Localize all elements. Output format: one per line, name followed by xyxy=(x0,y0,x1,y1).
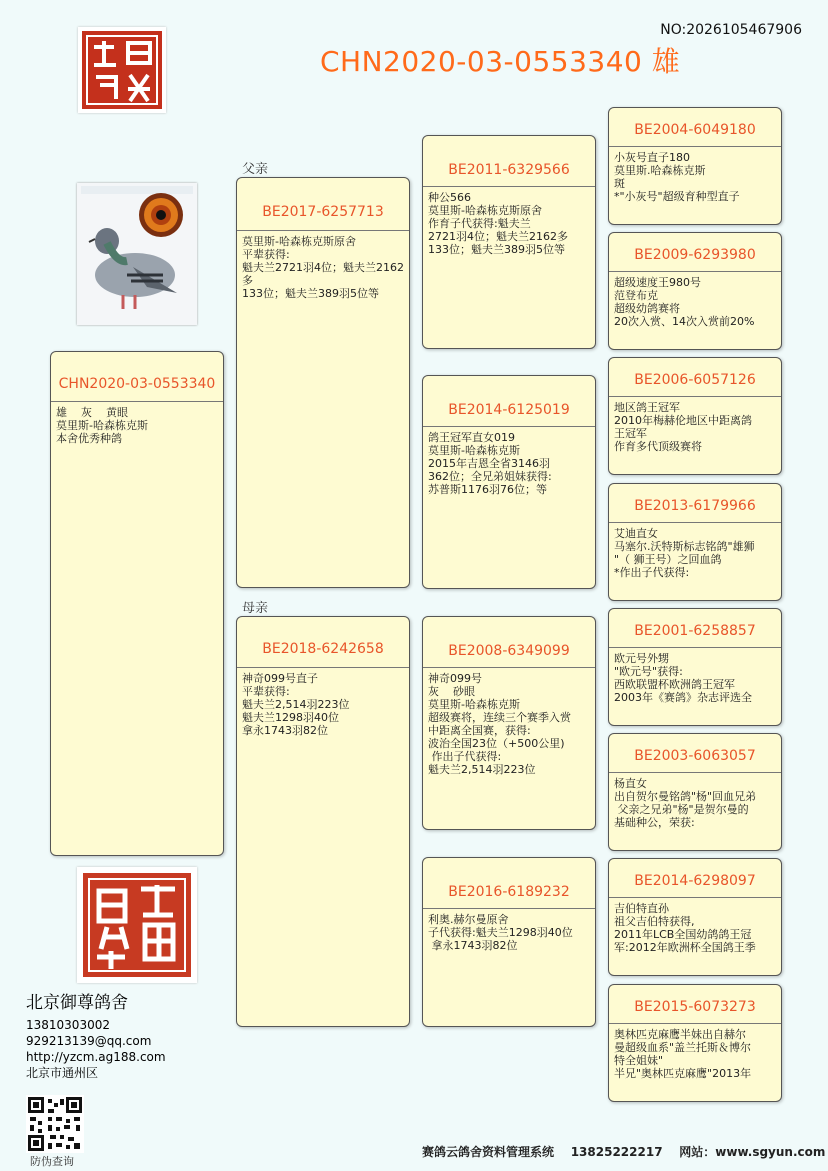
dam-notes: 神奇099号直子 平辈获得: 魁夫兰2,514羽223位 魁夫兰1298羽40位 拿永1743羽82位 xyxy=(242,672,350,737)
great-grandparent-card xyxy=(608,733,782,851)
great-grandparent-ring-number: BE2009-6293980 xyxy=(609,233,781,272)
great-grandparent-notes: 奥林匹克麻鹰半妹出自赫尔 曼超级血系"盖兰托斯＆博尔 特全姐妹" 半兄"奥林匹克麻鹰"2013年 xyxy=(614,1028,752,1080)
great-grandparent-ring-number: BE2004-6049180 xyxy=(609,108,781,147)
top-seal-image xyxy=(78,27,166,113)
great-grandparent-ring-number: BE2013-6179966 xyxy=(609,484,781,523)
grandparent-notes: 利奥.赫尔曼原舍 子代获得:魁夫兰1298羽40位 拿永1743羽82位 xyxy=(428,913,573,952)
loft-website: http://yzcm.ag188.com xyxy=(26,1050,166,1064)
grandparent-ring-number: BE2008-6349099 xyxy=(423,617,595,668)
great-grandparent-notes: 艾迪直女 马塞尔.沃特斯标志铭鸽"雄狮 "（ 狮王号）之回血鸽 *作出子代获得: xyxy=(614,527,755,579)
document-number: NO:2026105467906 xyxy=(660,22,802,38)
great-grandparent-ring-number: BE2006-6057126 xyxy=(609,358,781,397)
granddam-maternal-card xyxy=(422,857,596,1027)
grandparent-notes: 种公566 莫里斯-哈森栋克斯原舍 作育子代获得:魁夫兰 2721羽4位；魁夫兰2162多 133位；魁夫兰389羽5位等 xyxy=(428,191,568,256)
great-grandparent-notes: 欧元号外甥 "欧元号"获得: 西欧联盟杯欧洲鸽王冠军 2003年《赛鸽》杂志评选全 xyxy=(614,652,752,704)
qr-code-icon xyxy=(26,1095,84,1153)
great-grandparent-card xyxy=(608,858,782,976)
great-grandparent-ring-number: BE2001-6258857 xyxy=(609,609,781,648)
grandparent-ring-number: BE2014-6125019 xyxy=(423,376,595,427)
sire-ring-number: BE2017-6257713 xyxy=(237,178,409,231)
loft-info xyxy=(26,988,166,1081)
loft-address: 北京市通州区 xyxy=(26,1066,99,1080)
grandparent-ring-number: BE2016-6189232 xyxy=(423,858,595,909)
footer-text: 赛鸽云鸽舍资料管理系统 13825222217 网站：www.sgyun.com xyxy=(422,1145,826,1159)
great-grandparent-card xyxy=(608,357,782,475)
sire-card xyxy=(236,177,410,588)
subject-notes: 雄 灰 黄眼 莫里斯-哈森栋克斯 本舍优秀种鸽 xyxy=(56,406,148,445)
granddam-paternal-card xyxy=(422,375,596,589)
great-grandparent-card xyxy=(608,107,782,225)
loft-email: 929213139@qq.com xyxy=(26,1034,152,1048)
great-grandparent-ring-number: BE2003-6063057 xyxy=(609,734,781,773)
great-grandparent-card xyxy=(608,984,782,1102)
great-grandparent-notes: 小灰号直子180 莫里斯.哈森栋克斯 斑 *"小灰号"超级育种型直子 xyxy=(614,151,740,203)
father-label: 父亲 xyxy=(242,162,269,177)
great-grandparent-notes: 地区鸽王冠军 2010年梅赫伦地区中距离鸽 王冠军 作育多代顶级赛将 xyxy=(614,401,752,453)
grandsire-maternal-card xyxy=(422,616,596,830)
grandparent-notes: 鸽王冠军直女019 莫里斯-哈森栋克斯 2015年吉恩全省3146羽 362位；全兄弟姐妹获得: 苏普斯1176羽76位；等 xyxy=(428,431,552,496)
great-grandparent-card xyxy=(608,232,782,350)
qr-code-label: 防伪查询 xyxy=(30,1155,74,1168)
great-grandparent-notes: 杨直女 出自贺尔曼铭鸽"杨"回血兄弟 父亲之兄弟"杨"是贺尔曼的 基础种公，荣获: xyxy=(614,777,757,829)
grandparent-ring-number: BE2011-6329566 xyxy=(423,136,595,187)
pigeon-photo xyxy=(77,183,197,325)
grandsire-paternal-card xyxy=(422,135,596,349)
great-grandparent-notes: 吉伯特直孙 祖父吉伯特获得, 2011年LCB全国幼鸽鸽王冠 军:2012年欧洲杯全国鸽王季 xyxy=(614,902,756,954)
grandparent-notes: 神奇099号 灰 砂眼 莫里斯-哈森栋克斯 超级赛将，连续三个赛季入赏 中距离全国赛，获得: 波治全国23位（+500公里) 作出子代获得: 魁夫兰2,514羽223位 xyxy=(428,672,571,776)
loft-name: 北京御尊鸽舍 xyxy=(26,993,128,1013)
mother-label: 母亲 xyxy=(242,601,269,616)
subject-ring-number: CHN2020-03-0553340 xyxy=(51,352,223,402)
great-grandparent-card xyxy=(608,483,782,601)
dam-ring-number: BE2018-6242658 xyxy=(237,617,409,668)
sire-notes: 莫里斯-哈森栋克斯原舍 平辈获得: 魁夫兰2721羽4位；魁夫兰2162多 133位；魁夫兰389羽5位等 xyxy=(242,235,404,300)
great-grandparent-card xyxy=(608,608,782,726)
great-grandparent-ring-number: BE2014-6298097 xyxy=(609,859,781,898)
loft-seal-image xyxy=(77,867,197,983)
great-grandparent-ring-number: BE2015-6073273 xyxy=(609,985,781,1024)
loft-phone: 13810303002 xyxy=(26,1018,110,1032)
subject-card xyxy=(50,351,224,856)
dam-card xyxy=(236,616,410,1027)
great-grandparent-notes: 超级速度王980号 范登布克 超级幼鸽赛将 20次入赏、14次入赏前20% xyxy=(614,276,755,328)
pedigree-title: CHN2020-03-0553340 雄 xyxy=(320,45,681,78)
